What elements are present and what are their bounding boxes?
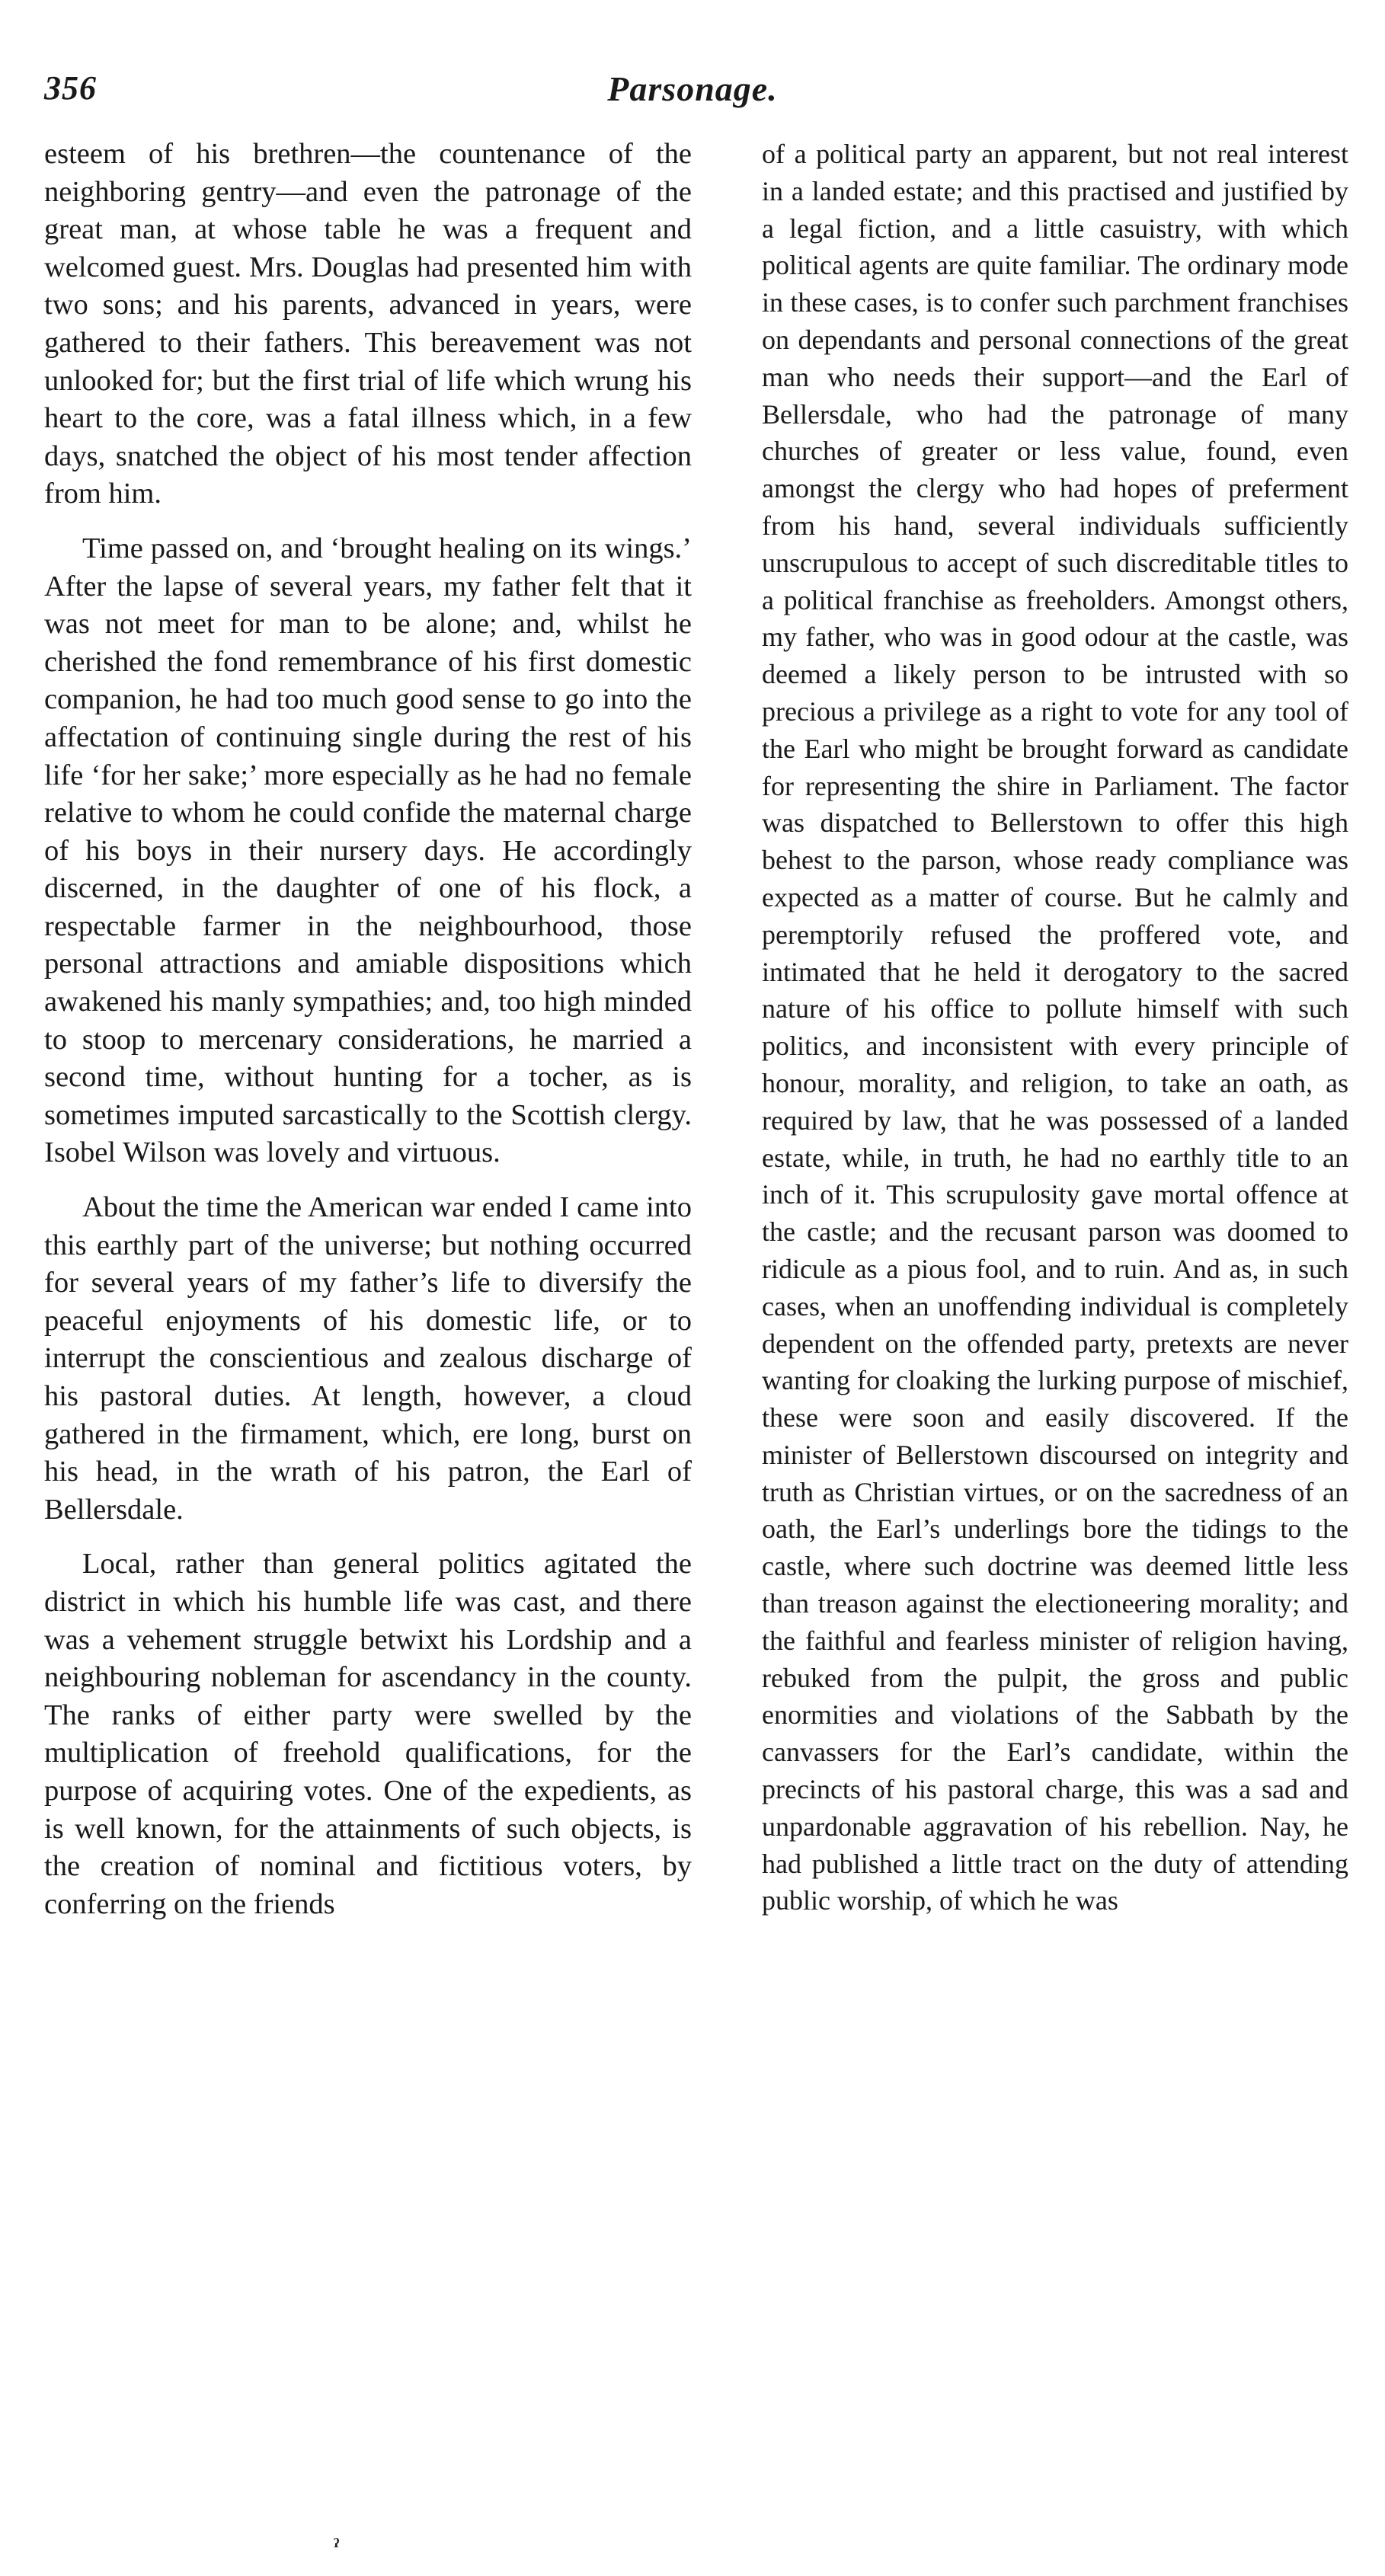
page-number: 356 (44, 69, 97, 107)
page-header (44, 69, 1341, 114)
paragraph: Local, rather than general politics agitated the district in which his humble life was cast, and there was a vehement struggle betwixt his Lordship and a neighbouring nobleman for ascendancy in the county. The ranks of either party were swelled by the multiplication of freehold qualifications, for the purpose of acquiring votes. One of the expedients, as is well known, for the attainments of such objects, is the creation of nominal and fictitious voters, by conferring on the friends (44, 1548, 692, 1920)
stray-print-mark: ˀ (334, 2535, 340, 2558)
paragraph: About the time the American war ended I came into this earthly part of the universe; but nothing occurred for several years of my father’s life to diversify the peaceful enjoyments of his domestic life, or to interrupt the conscientious and zealous discharge of his pastoral duties. At length, however, a cloud gathered in the firmament, which, ere long, burst on his head, in the wrath of his patron, the Earl of Bellersdale. (44, 1191, 692, 1526)
paragraph: esteem of his brethren—the countenance of the neighboring gentry—and even the patronage of the great man, at whose table he was a frequent and welcomed guest. Mrs. Douglas had presented him with two sons; and his parents, advanced in years, were gathered to their fathers. This bereavement was not unlooked for; but the first trial of life which wrung his heart to the core, was a fatal illness which, in a few days, snatched the object of his most tender affection from him. (44, 138, 692, 510)
right-column (762, 136, 1348, 1919)
running-head: Parsonage. (607, 69, 778, 108)
paragraph: Time passed on, and ‘brought healing on its wings.’ After the lapse of several years, my father felt that it was not meet for man to be alone; and, whilst he cherished the fond remembrance of his first domestic companion, he had too much good sense to go into the affectation of continuing single during the rest of his life ‘for her sake;’ more especially as he had no female relative to whom he could confide the maternal charge of his boys in their nursery days. He accordingly discerned, in the daughter of one of his flock, a respectable farmer in the neighbourhood, those personal attractions and amiable dispositions which awakened his manly sympathies; and, too high minded to stoop to mercenary considerations, he married a second time, without hunting for a tocher, as is sometimes imputed sarcastically to the Scottish clergy. Isobel Wilson was lovely and virtuous. (44, 532, 692, 1169)
paragraph: of a political party an apparent, but not real interest in a landed estate; and this practised and justified by a legal fiction, and a little casuistry, with which political agents are quite familiar. The ordinary mode in these cases, is to confer such parchment franchises on dependants and personal connections of the great man who needs their support—and the Earl of Bellersdale, who had the patronage of many churches of greater or less value, found, even amongst the clergy who had hopes of preferment from his hand, several individuals sufficiently unscrupulous to accept of such discreditable titles to a political franchise as freeholders. Amongst others, my father, who was in good odour at the castle, was deemed a likely person to be intrusted with so precious a privilege as a right to vote for any tool of the Earl who might be brought forward as candidate for representing the shire in Parliament. The factor was dispatched to Bellerstown to offer this high behest to the parson, whose ready compliance was expected as a matter of course. But he calmly and peremptorily refused the proffered vote, and intimated that he held it derogatory to the sacred nature of his office to pollute himself with such politics, and inconsistent with every principle of honour, morality, and religion, to take an oath, as required by law, that he was possessed of a landed estate, while, in truth, he had no earthly title to an inch of it. This scrupulosity gave mortal offence at the castle; and the recusant parson was doomed to ridicule as a pious fool, and to ruin. And as, in such cases, when an unoffending individual is completely dependent on the offended party, pretexts are never wanting for cloaking the lurking purpose of mischief, these were soon and easily discovered. If the minister of Bellerstown discoursed on integrity and truth as Christian virtues, or on the sacredness of an oath, the Earl’s underlings bore the tidings to the castle, where such doctrine was deemed little less than treason against the electioneering morality; and the faithful and fearless minister of religion having, rebuked from the pulpit, the gross and public enormities and violations of the Sabbath by the canvassers for the Earl’s candidate, within the precincts of his pastoral charge, this was a sad and unpardonable aggravation of his rebellion. Nay, he had published a little tract on the duty of attending public worship, of which he was (762, 139, 1348, 1916)
left-column (44, 136, 692, 1923)
